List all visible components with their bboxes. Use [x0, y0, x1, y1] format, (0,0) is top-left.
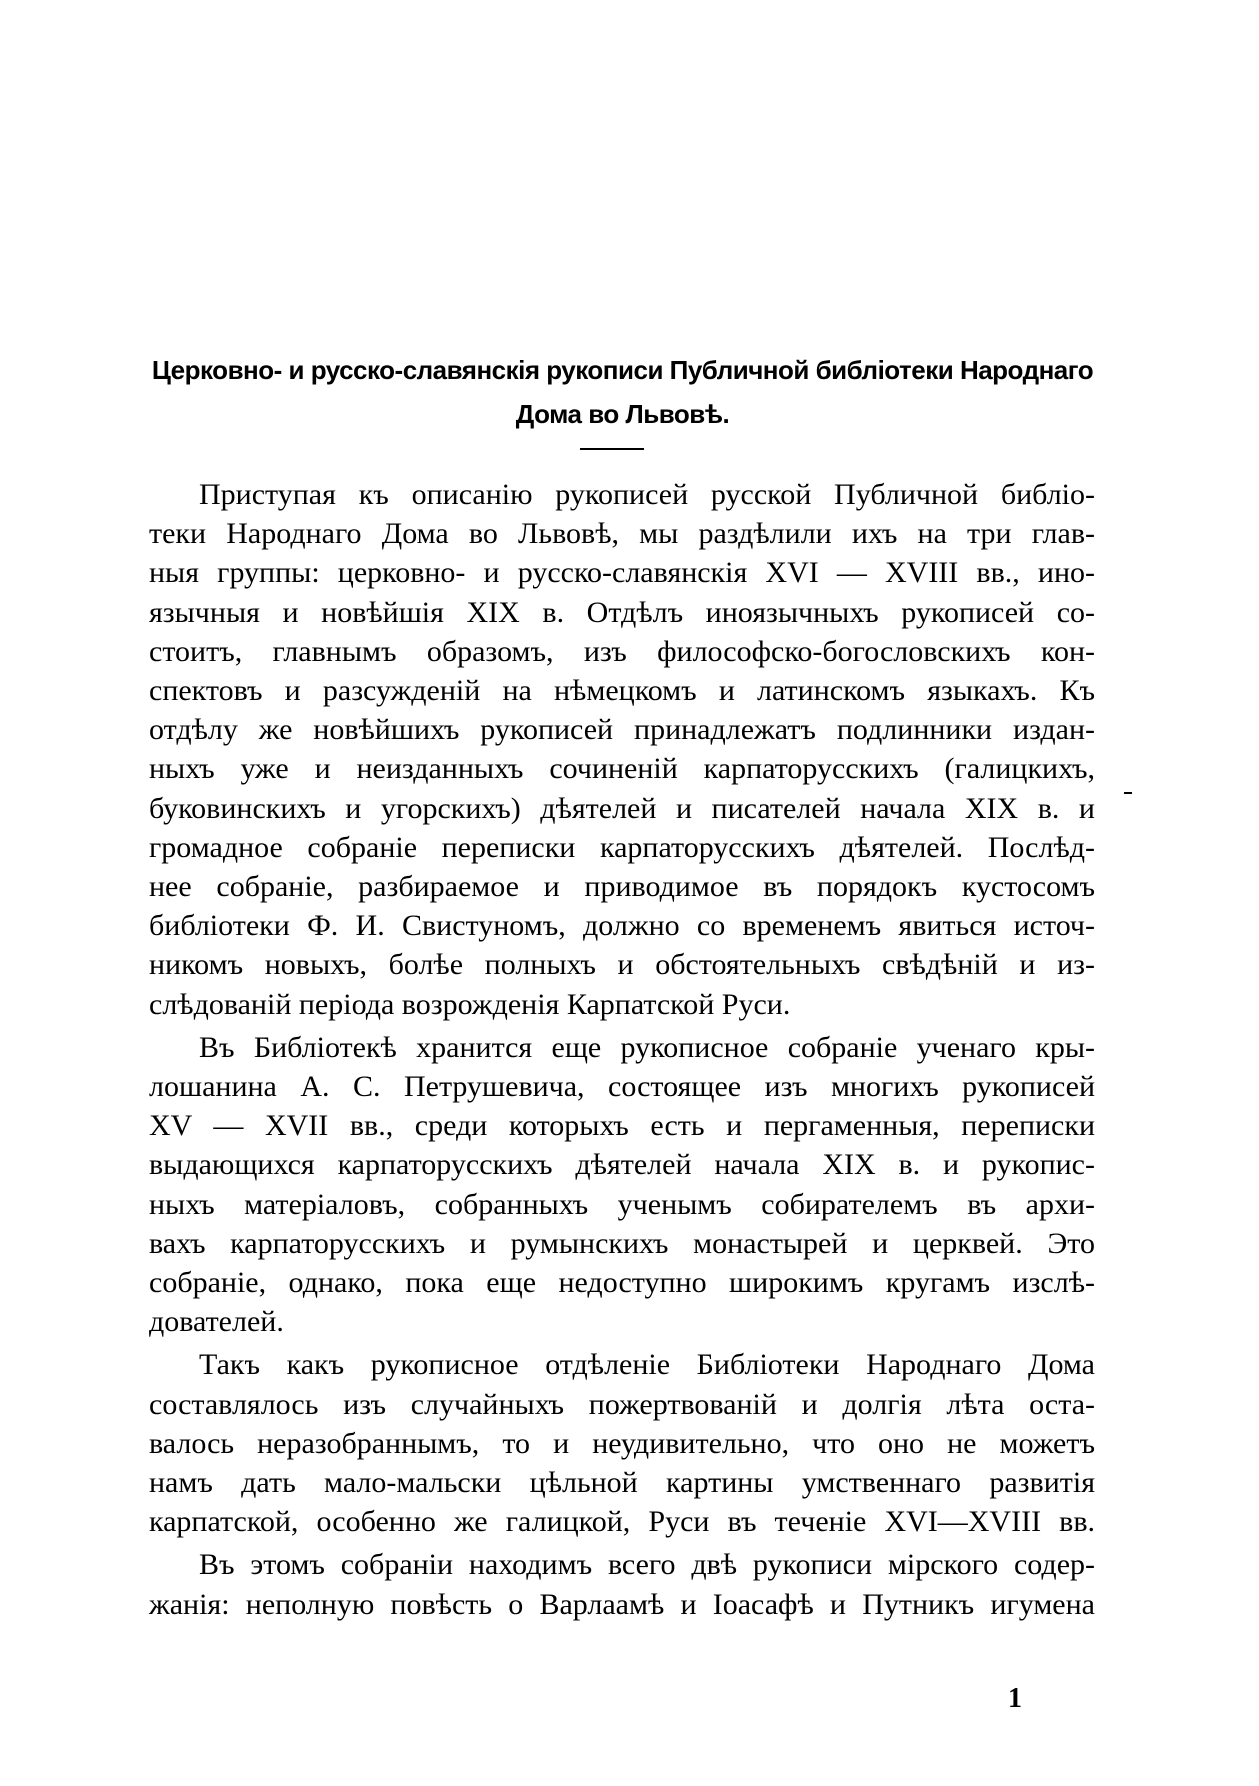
text-line: собраніе, однако, пока еще недоступно широкимъ кругамъ изслѣ-	[149, 1266, 1095, 1300]
text-line: отдѣлу же новѣйшихъ рукописей принадлежатъ подлинники издан-	[149, 713, 1095, 747]
text-line: ныхъ уже и неизданныхъ сочиненій карпаторусскихъ (галицкихъ,	[149, 752, 1095, 786]
text-line: жанія: неполную повѣсть о Варлаамѣ и Іоасафѣ и Путникъ игумена	[149, 1587, 1095, 1621]
text-line: теки Народнаго Дома во Львовѣ, мы раздѣлили ихъ на три глав-	[149, 517, 1095, 551]
text-line: Въ этомъ собраніи находимъ всего двѣ рукописи мірского содер-	[199, 1548, 1095, 1582]
text-line: ныхъ матеріаловъ, собранныхъ ученымъ собирателемъ въ архи-	[149, 1187, 1095, 1221]
text-line: язычныя и новѣйшія XIX в. Отдѣлъ иноязычныхъ рукописей со-	[149, 595, 1095, 629]
text-line: вахъ карпаторусскихъ и румынскихъ монастырей и церквей. Это	[149, 1226, 1095, 1260]
title-line: Дома во Львовѣ.	[515, 399, 730, 429]
paragraph	[149, 1545, 1095, 1623]
text-line: слѣдованій періода возрожденія Карпатской Руси.	[149, 987, 791, 1021]
text-line: валось неразобраннымъ, то и неудивительно, что оно не можетъ	[149, 1426, 1095, 1460]
text-line: составлялось изъ случайныхъ пожертвованій и долгія лѣта оста-	[149, 1387, 1095, 1421]
text-line: буковинскихъ и угорскихъ) дѣятелей и писателей начала XIX в. и	[149, 791, 1095, 825]
text-line: дователей.	[149, 1305, 284, 1339]
text-line: лошанина А. С. Петрушевича, состоящее изъ многихъ рукописей	[149, 1070, 1095, 1104]
text-line: никомъ новыхъ, болѣе полныхъ и обстоятельныхъ свѣдѣній и из-	[149, 948, 1095, 982]
text-line: XV — XVII вв., среди которыхъ есть и пергаменныя, переписки	[149, 1109, 1095, 1143]
text-line: ныя группы: церковно- и русско-славянскія XVI — XVIII вв., ино-	[149, 556, 1095, 590]
title-line: Церковно- и русско-славянскія рукописи Публичной библіотеки Народнаго	[151, 355, 1094, 385]
paragraph	[149, 1345, 1095, 1541]
text-line: карпатской, особенно же галицкой, Руси въ теченіе XVI—XVIII вв.	[149, 1505, 1095, 1539]
paragraph	[149, 1028, 1095, 1342]
text-line: нее собраніе, разбираемое и приводимое въ порядокъ кустосомъ	[149, 870, 1095, 904]
title-divider	[580, 448, 644, 450]
text-line: выдающихся карпаторусскихъ дѣятелей начала XIX в. и рукопис-	[149, 1148, 1095, 1182]
margin-mark	[1124, 792, 1132, 794]
text-line: громадное собраніе переписки карпаторусскихъ дѣятелей. Послѣд-	[149, 830, 1095, 864]
paragraph	[149, 475, 1095, 1024]
text-line: библіотеки Ф. И. Свистуномъ, должно со временемъ явиться источ-	[149, 909, 1095, 943]
body-text	[149, 475, 1095, 1624]
page-title	[140, 348, 1105, 436]
text-line: стоитъ, главнымъ образомъ, изъ философско-богословскихъ кон-	[149, 634, 1095, 668]
text-line: Такъ какъ рукописное отдѣленіе Библіотеки Народнаго Дома	[199, 1348, 1095, 1382]
page-number: 1	[1008, 1683, 1022, 1714]
text-line: намъ дать мало-мальски цѣльной картины умственнаго развитія	[149, 1466, 1095, 1500]
text-line: Въ Библіотекѣ хранится еще рукописное собраніе ученаго кры-	[199, 1030, 1095, 1064]
text-line: спектовъ и разсужденій на нѣмецкомъ и латинскомъ языкахъ. Къ	[149, 674, 1095, 708]
text-line: Приступая къ описанію рукописей русской Публичной библіо-	[199, 478, 1095, 511]
